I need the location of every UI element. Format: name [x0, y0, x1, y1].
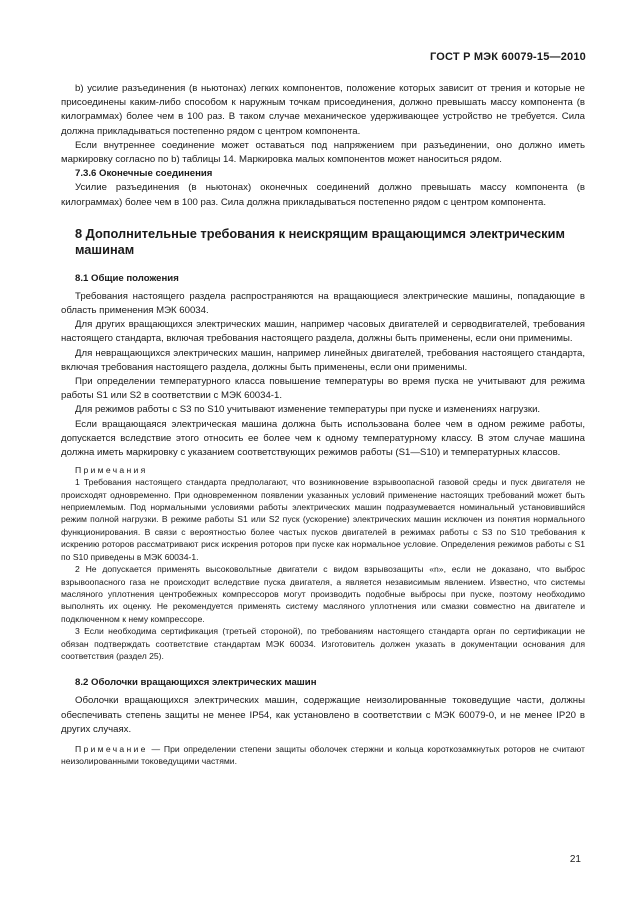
note-label: Примечание: [75, 743, 148, 754]
notes-title: Примечания: [75, 465, 148, 476]
subsection-heading-8-1: 8.1 Общие положения: [75, 272, 179, 284]
paragraph-terminal-connections: Усилие разъединения (в ньютонах) оконечных соединений должно превышать массу компонента (в килограммах) более чем в 100 раз. Сила должна прикладываться постепенно рядом с центром компонента.: [61, 182, 585, 208]
paragraph-internal-connection-marking: Если внутреннее соединение может оставаться под напряжением при разъединении, оно должно иметь маркировку согласно по b) таблицы 14. Маркировка малых компонентов может наноситься рядом.: [61, 139, 585, 166]
paragraph-non-rotating-machines: Для невращающихся электрических машин, например линейных двигателей, требования настоящего стандарта, включая требования настоящего раздела, должны быть применены, если они применимы.: [61, 347, 585, 373]
page-content: [61, 82, 585, 768]
document-code-header: ГОСТ Р МЭК 60079-15—2010: [429, 51, 586, 63]
subsection-heading-7-3-6: 7.3.6 Оконечные соединения: [75, 168, 213, 180]
note-3: 3 Если необходима сертификация (третьей стороной), по требованиям настоящего стандарта орган по сертификации не обязан подтверждать соответствие стандартам МЭК 60034. Изготовитель должен указать в документации основания для соответствия (раздел 25).: [61, 626, 585, 661]
paragraph-duty-s3-s10: Для режимов работы с S3 по S10 учитывают изменение температуры при пуске и изменениях нагрузки.: [75, 404, 541, 416]
paragraph-scope: Требования настоящего раздела распространяются на вращающиеся электрические машины, попадающие в область применения МЭК 60034.: [61, 290, 585, 317]
paragraph-other-rotating-machines: Для других вращающихся электрических машин, например часовых двигателей и серводвигателей, требования настоящего стандарта, включая требования настоящего раздела, должны быть применены, если они применимы.: [61, 319, 585, 345]
note-enclosure: [61, 743, 585, 768]
note-text: — При определении степени защиты оболочек стержни и кольца короткозамкнутых роторов не считают неизолированными токоведущими частями.: [61, 743, 585, 767]
paragraph-enclosures: Оболочки вращающихся электрических машин, содержащие неизолированные токоведущие части, должны обеспечивать степень защиты не менее IP54, как установлено в соответствии с МЭК 60079-0, и не менее IP20 в других случаях.: [61, 695, 585, 735]
subsection-heading-8-2: 8.2 Оболочки вращающихся электрических машин: [75, 677, 317, 689]
paragraph-b-separation-force: b) усилие разъединения (в ньютонах) легких компонентов, положение которых зависит от трения и которые не присоединены каким-либо способом к наружным точкам присоединения, должно превышать массу компонента (в килограммах) более чем в 100 раз. В таком случае механическое удерживающее устройство не требуется. Сила должна прикладываться постепенно рядом с центром компонента.: [61, 83, 585, 137]
paragraph-multiple-duty-modes: Если вращающаяся электрическая машина должна быть использована более чем в одном режиме работы, допускается вследствие этого относить ее более чем к одному температурному классу. В этом случае машина должна иметь маркировку с указанием соответствующих режимов работы (S1—S10) и температурных классов.: [61, 418, 585, 459]
note-2: 2 Не допускается применять высоковольтные двигатели с видом взрывозащиты «n», если не доказано, что выброс взрывоопасного газа не происходит вследствие пуска двигателя, а является независимым явлением. Известно, что системы масляного уплотнения центробежных компрессоров могут производить подобные выбросы при пуске, поэтому необходимо выполнять их оценку. Не рекомендуется применять систему масляного уплотнения или смазки совместно на двигателе и подключенном к нему компрессоре.: [61, 564, 585, 624]
paragraph-temperature-class: При определении температурного класса повышение температуры во время пуска не учитывают для режима работы S1 или S2 в соответствии с МЭК 60034-1.: [61, 376, 585, 402]
page-number: 21: [569, 854, 581, 865]
section-heading-8: 8 Дополнительные требования к неискрящим вращающимся электрическим машинам: [75, 225, 565, 257]
note-1: 1 Требования настоящего стандарта предполагают, что возникновение взрывоопасной газовой среды и пуск двигателя не происходят одновременно. При одновременном появлении указанных условий применение настоящих требований может быть неприемлемым. Под нормальными условиями работы электрических машин подразумевается номинальный установившийся режим полной нагрузки. В режиме работы S1 или S2 пуск (ускорение) электрических машин исключен из понятия нормального функционирования. В связи с вероятностью более частых пусков двигателей в режимах работы с S3 по S10 требования к искрению роторов рассматривают риск искрения роторов при пуске как нормальное условие. Определения режимов работы с S1 по S10 приведены в МЭК 60034-1.: [61, 477, 585, 562]
